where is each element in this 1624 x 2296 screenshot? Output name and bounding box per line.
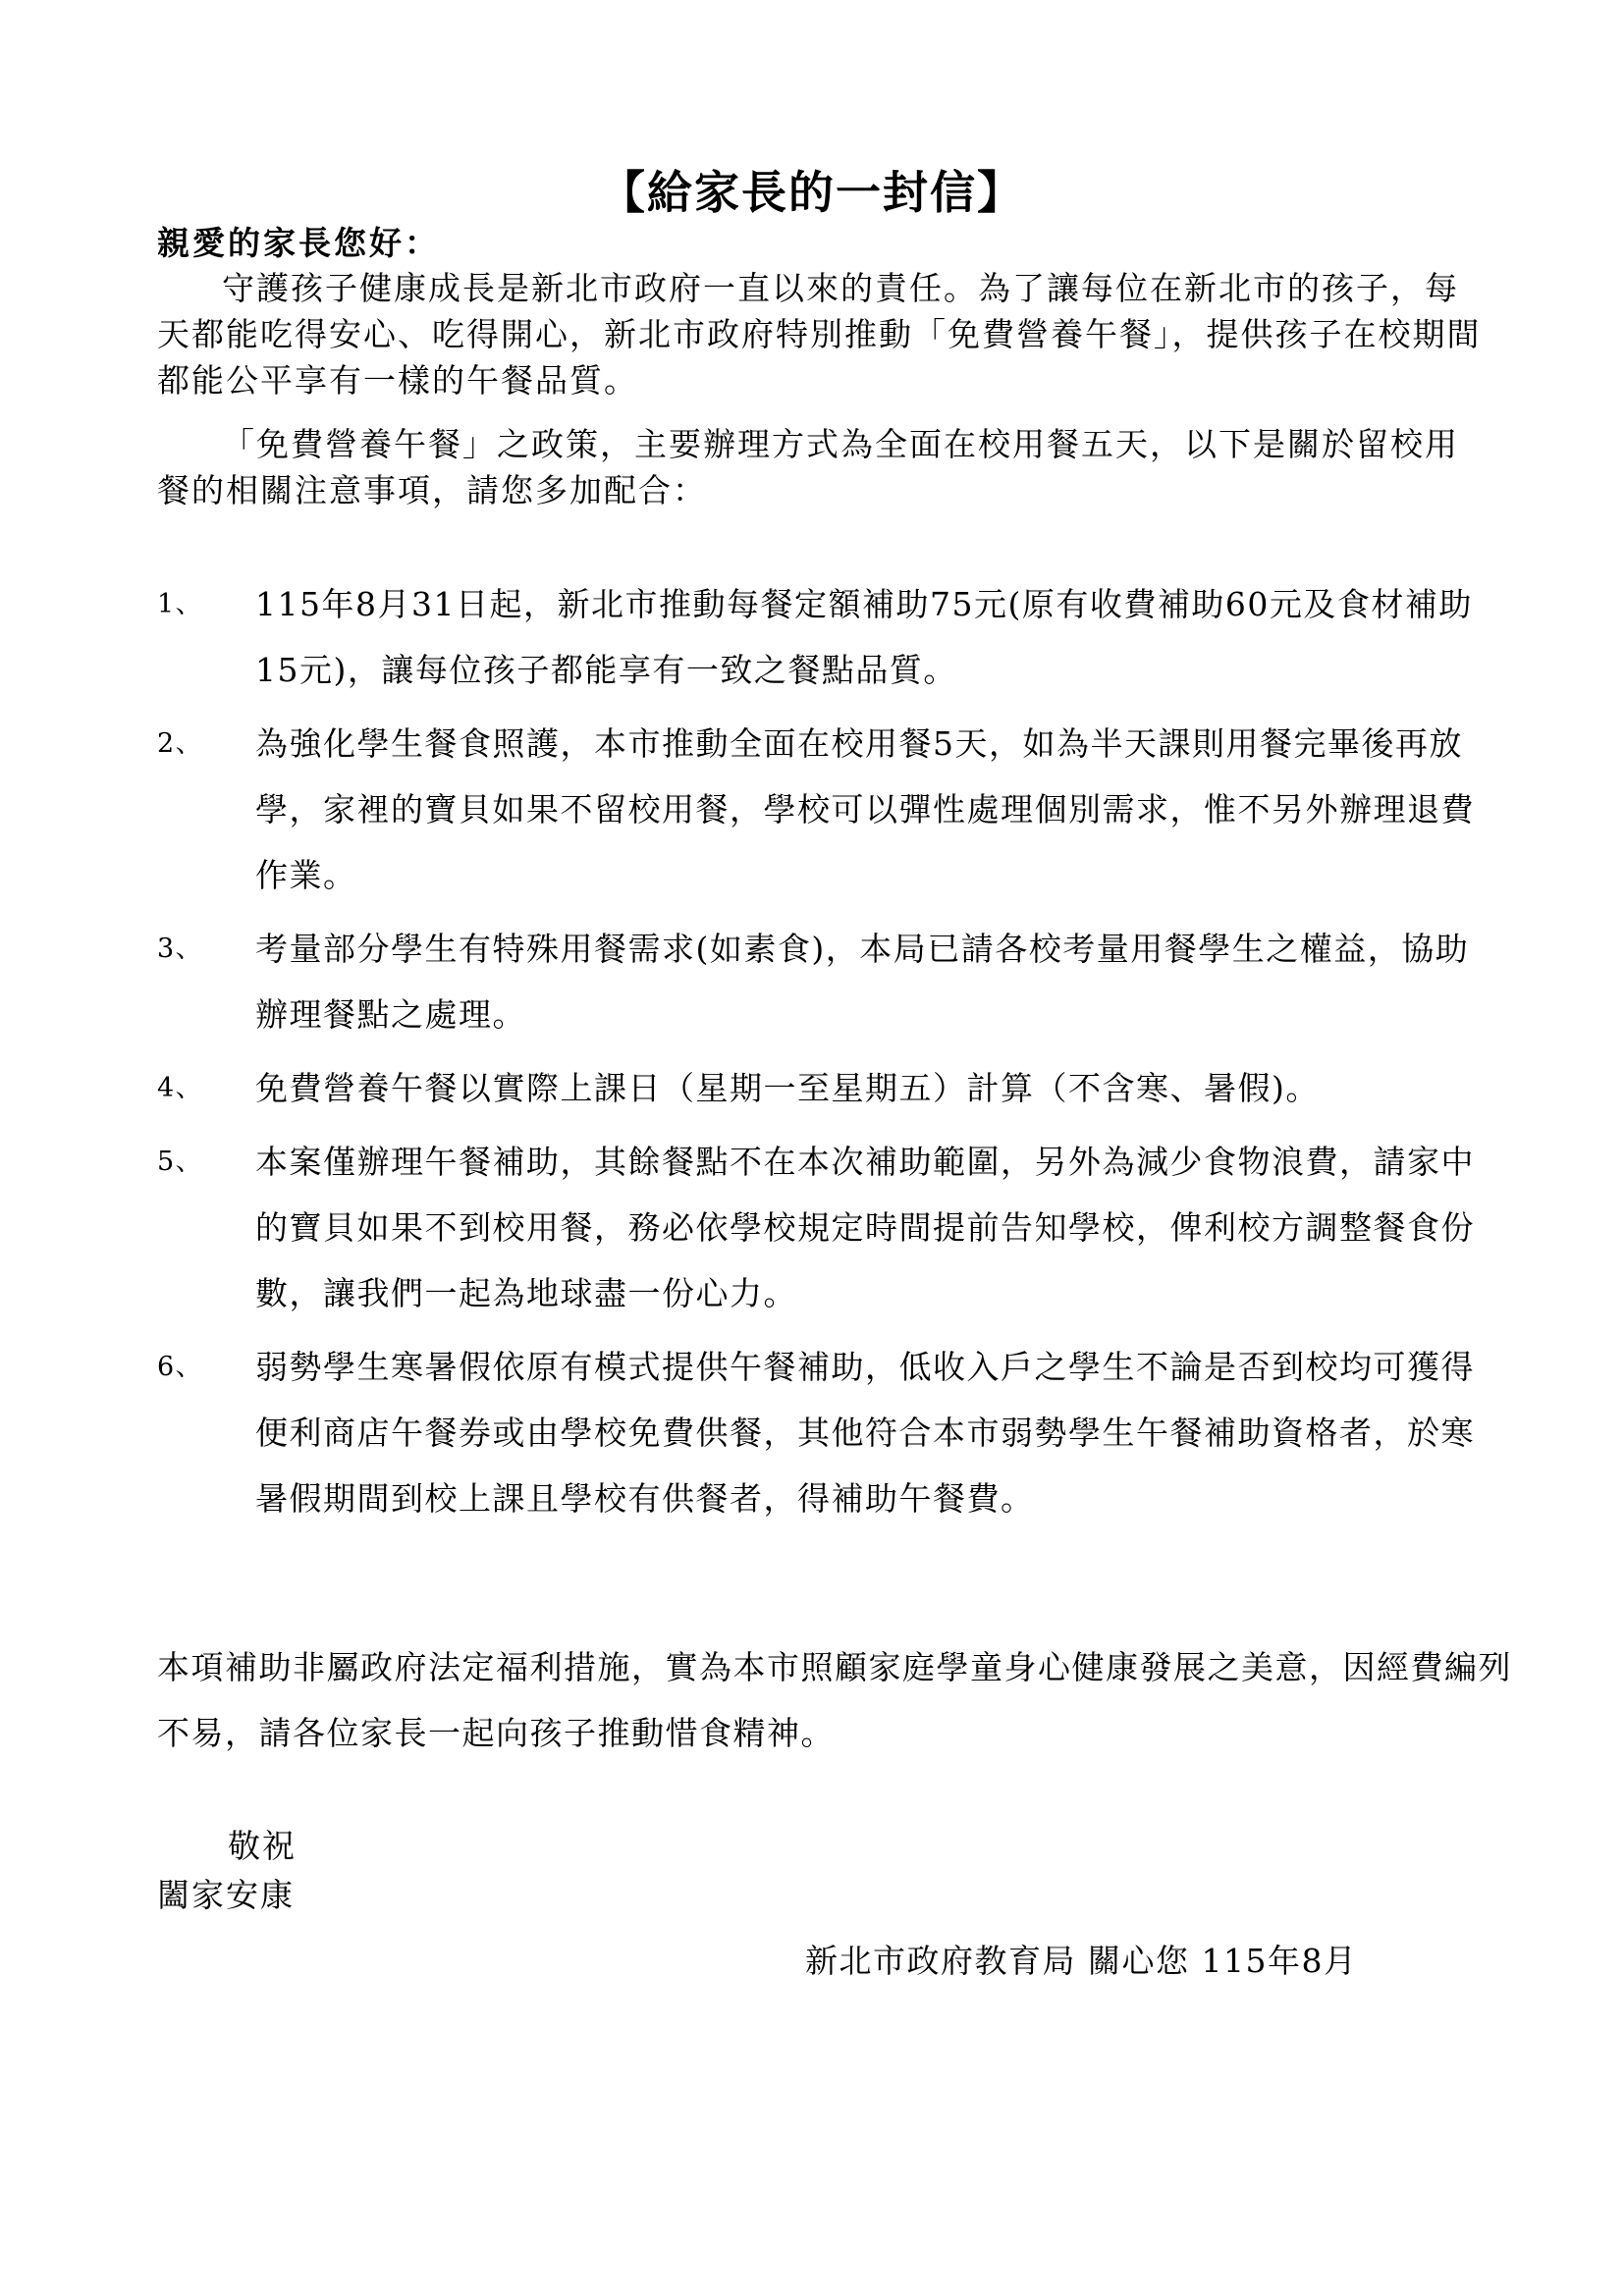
list-item bbox=[157, 1129, 1532, 1326]
item-number: 2、 bbox=[157, 728, 204, 759]
item-text: 免費營養午餐以實際上課日（星期一至星期五）計算（不含寒、暑假)。 bbox=[255, 1069, 1320, 1107]
list-item bbox=[157, 1334, 1532, 1531]
list-item bbox=[157, 1055, 1532, 1121]
intro-text: 守護孩子健康成長是新北市政府一直以來的責任。為了讓每位在新北市的孩子，每天都能吃得安心、吃得開心，新北市政府特別推動「免費營養午餐」，提供孩子在校期間都能公平享有一樣的午餐品質。 bbox=[157, 269, 1482, 400]
item-text: 考量部分學生有特殊用餐需求(如素食)，本局已請各校考量用餐學生之權益，協助辦理餐點之處理。 bbox=[255, 930, 1470, 1034]
item-text: 為強化學生餐食照護，本市推動全面在校用餐5天，如為半天課則用餐完畢後再放學，家裡的寶貝如果不留校用餐，學校可以彈性處理個別需求，惟不另外辦理退費作業。 bbox=[255, 724, 1475, 894]
letter-title: 【給家長的一封信】 bbox=[600, 166, 1024, 219]
item-text: 本案僅辦理午餐補助，其餘餐點不在本次補助範圍，另外為減少食物浪費，請家中的寶貝如果不到校用餐，務必依學校規定時間提前告知學校，俾利校方調整餐食份數，讓我們一起為地球盡一份心力。 bbox=[255, 1143, 1475, 1312]
item-number: 3、 bbox=[157, 934, 204, 964]
intro-text: 「免費營養午餐」之政策，主要辦理方式為全面在校用餐五天，以下是關於留校用餐的相關注意事項，請您多加配合： bbox=[157, 425, 1459, 509]
intro-paragraph-1 bbox=[157, 265, 1492, 403]
signature: 新北市政府教育局 關心您 115年8月 bbox=[805, 1942, 1358, 1980]
intro-paragraph-2 bbox=[157, 421, 1492, 513]
notice-list bbox=[157, 571, 1532, 1539]
list-item bbox=[157, 916, 1532, 1047]
item-number: 1、 bbox=[157, 589, 204, 619]
item-text: 115年8月31日起，新北市推動每餐定額補助75元(原有收費補助60元及食材補助15元)，讓每位孩子都能享有一致之餐點品質。 bbox=[255, 585, 1473, 689]
list-item bbox=[157, 571, 1532, 703]
item-number: 5、 bbox=[157, 1147, 204, 1177]
salutation-line-2: 闔家安康 bbox=[157, 1876, 295, 1914]
item-text: 弱勢學生寒暑假依原有模式提供午餐補助，低收入戶之學生不論是否到校均可獲得便利商店午餐券或由學校免費供餐，其他符合本市弱勢學生午餐補助資格者，於寒暑假期間到校上課且學校有供餐者，得補助午餐費。 bbox=[255, 1348, 1475, 1518]
list-item bbox=[157, 711, 1532, 908]
closing-paragraph: 本項補助非屬政府法定福利措施，實為本市照顧家庭學童身心健康發展之美意，因經費編列不易，請各位家長一起向孩子推動惜食精神。 bbox=[157, 1648, 1512, 1752]
greeting: 親愛的家長您好： bbox=[157, 224, 440, 262]
item-number: 4、 bbox=[157, 1073, 204, 1103]
salutation-line-1: 敬祝 bbox=[228, 1827, 297, 1865]
item-number: 6、 bbox=[157, 1352, 204, 1382]
